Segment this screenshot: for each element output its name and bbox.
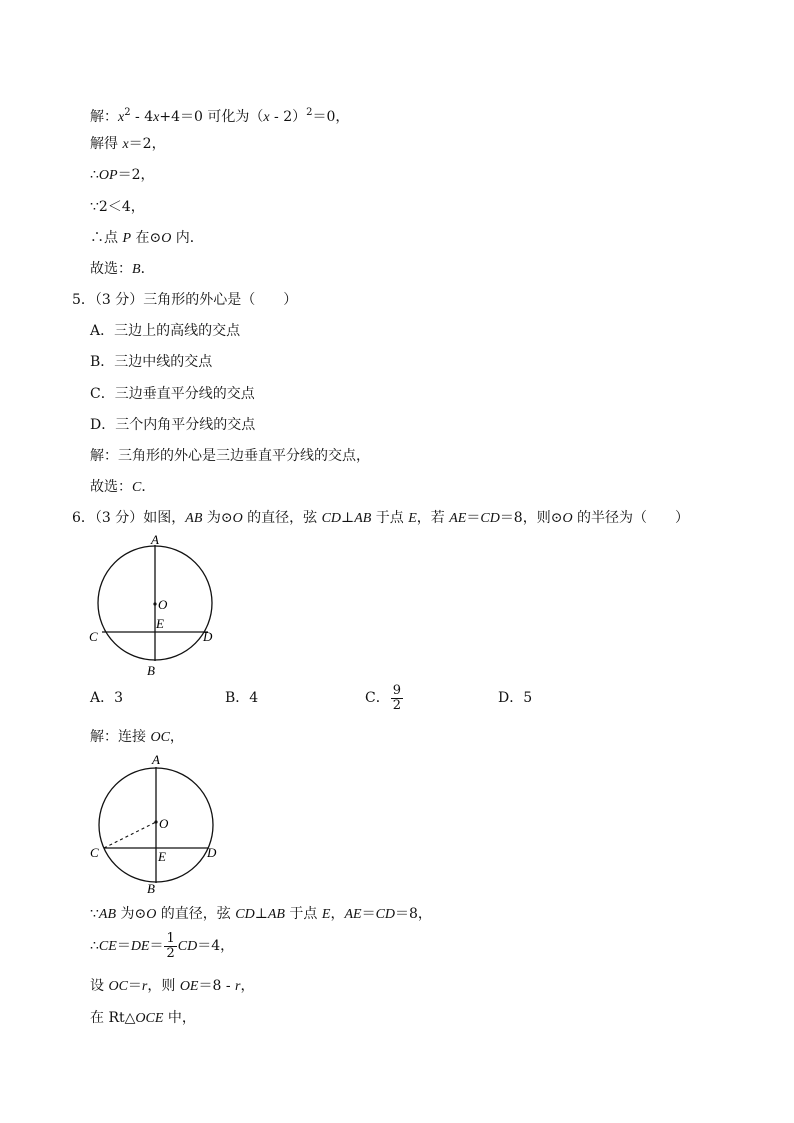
- text: ⊥: [254, 906, 268, 922]
- label-o: O: [159, 816, 169, 831]
- text: ，: [169, 729, 184, 745]
- q5-answer: [90, 478, 155, 497]
- label-c: C: [90, 845, 99, 860]
- answer-letter: B: [132, 262, 141, 277]
- q6-solution-figure: [82, 750, 232, 900]
- label-b: B: [147, 881, 155, 896]
- text: ＝0，: [312, 109, 350, 125]
- var: AB: [185, 511, 203, 526]
- numerator: 9: [392, 682, 401, 698]
- text: 于点: [284, 906, 322, 922]
- var: r: [141, 979, 148, 994]
- label-d: D: [203, 629, 213, 644]
- text: ∴: [90, 938, 99, 954]
- var: OC: [150, 730, 170, 745]
- text: - 4: [130, 109, 154, 125]
- numerator: 1: [166, 930, 175, 946]
- label-a: A: [151, 532, 159, 547]
- var: AB: [267, 907, 285, 922]
- text: 为⊙: [202, 510, 233, 526]
- text: 的直径，弦: [242, 510, 322, 526]
- var: E: [321, 907, 331, 922]
- text: ＝8，则⊙: [499, 510, 563, 526]
- text: ＝: [116, 938, 131, 954]
- var-op: OP: [98, 168, 118, 183]
- exponent: 2: [306, 107, 313, 118]
- q6-solution-line-3: [90, 930, 234, 963]
- text: ＝8，: [395, 906, 432, 922]
- var: CD: [375, 907, 396, 922]
- text: ∵: [90, 906, 99, 922]
- var: AB: [354, 511, 372, 526]
- text: ⊥: [341, 510, 355, 526]
- var: AE: [449, 511, 467, 526]
- q4-solution-line-4: ∵2＜4，: [90, 199, 145, 215]
- var: CE: [98, 939, 117, 954]
- segment-oc: [104, 822, 156, 848]
- text: 于点: [371, 510, 409, 526]
- q6-solution-line-5: [90, 1009, 196, 1028]
- text: 解：连接: [90, 729, 151, 745]
- q4-solution-line-2: [90, 135, 166, 154]
- denominator: 2: [392, 697, 401, 713]
- denominator: 2: [166, 945, 175, 961]
- var: E: [408, 511, 417, 526]
- q6-option-c: [365, 682, 404, 714]
- var: CD: [321, 511, 342, 526]
- text: 故选：: [90, 261, 132, 277]
- exponent: 2: [124, 107, 131, 118]
- text: ＝: [149, 938, 164, 954]
- var: r: [235, 979, 241, 994]
- var: AE: [344, 907, 362, 922]
- text: 的直径，弦: [156, 906, 236, 922]
- q6-stem: [72, 509, 689, 528]
- text: 在⊙: [131, 230, 162, 246]
- var: CD: [480, 511, 500, 526]
- text: ＝2，: [128, 136, 166, 152]
- label-e: E: [158, 849, 166, 864]
- var: O: [146, 907, 157, 922]
- label-d: D: [207, 845, 217, 860]
- q5-option-c: C．三边垂直平分线的交点: [90, 386, 255, 402]
- var-x: x: [263, 110, 270, 125]
- q5-option-d: D．三个内角平分线的交点: [90, 417, 256, 433]
- var: AB: [98, 907, 117, 922]
- q4-solution-line-3: [90, 166, 155, 185]
- text: 6．（3 分）如图，: [72, 510, 186, 526]
- text: 解得: [90, 136, 123, 152]
- text: 解：: [90, 109, 118, 125]
- var-p: P: [122, 231, 132, 246]
- center-point: [153, 602, 156, 605]
- text: 内．: [171, 230, 204, 246]
- var: CD: [177, 939, 198, 954]
- text: ，: [330, 906, 345, 922]
- text: ＝8 -: [198, 978, 236, 994]
- q6-solution-line-1: [90, 728, 184, 747]
- fraction: [391, 684, 403, 713]
- q4-answer: [90, 260, 155, 279]
- var: OC: [108, 979, 128, 994]
- fraction: [164, 932, 176, 961]
- text: ＝: [127, 978, 142, 994]
- var-x: x: [122, 137, 129, 152]
- text: - 2）: [269, 109, 307, 125]
- q5-option-b: B．三边中线的交点: [90, 354, 213, 370]
- text: ∴点: [90, 230, 123, 246]
- text: ＝4，: [197, 938, 235, 954]
- text: 为⊙: [116, 906, 147, 922]
- q5-solution: 解：三角形的外心是三边垂直平分线的交点，: [90, 448, 370, 464]
- label-a: A: [152, 752, 160, 767]
- label-e: E: [156, 616, 164, 631]
- var: CD: [235, 907, 255, 922]
- label-c: C: [89, 629, 98, 644]
- text: ，: [240, 978, 255, 994]
- text: 中，: [163, 1010, 196, 1026]
- label-o: O: [158, 597, 168, 612]
- text: ，则: [147, 978, 180, 994]
- text: ．: [141, 479, 156, 495]
- var-x: x: [153, 110, 160, 125]
- q6-option-b: B．4: [225, 690, 259, 706]
- text: ，若: [416, 510, 450, 526]
- q6-solution-line-4: [90, 977, 254, 996]
- text: 设: [90, 978, 109, 994]
- q4-solution-line-5: [90, 229, 204, 248]
- text: ．: [140, 261, 155, 277]
- text: ＝2，: [117, 167, 155, 183]
- center-point: [154, 820, 157, 823]
- q5-option-a: A．三边上的高线的交点: [90, 323, 241, 339]
- q6-figure: [82, 530, 232, 680]
- var: OCE: [135, 1011, 164, 1026]
- var: O: [232, 511, 243, 526]
- text: ＝: [466, 510, 481, 526]
- q5-stem: 5．（3 分）三角形的外心是（ ）: [72, 292, 298, 308]
- var-x: x: [118, 110, 125, 125]
- text: ∴: [90, 167, 99, 183]
- var: O: [562, 511, 573, 526]
- q4-solution-line-1: [90, 104, 349, 127]
- text: +4＝0 可化为（: [159, 109, 264, 125]
- var-o: O: [161, 231, 172, 246]
- var: DE: [130, 939, 150, 954]
- q6-option-d: D．5: [498, 690, 533, 706]
- label-b: B: [147, 663, 155, 678]
- text: C．: [365, 690, 390, 706]
- text: ＝: [361, 906, 376, 922]
- text: 的半径为（ ）: [572, 510, 690, 526]
- q6-solution-line-2: [90, 905, 432, 924]
- text: 故选：: [90, 479, 132, 495]
- q6-option-a: A．3: [90, 690, 124, 706]
- text: 在 Rt△: [90, 1010, 136, 1026]
- answer-letter: C: [132, 480, 142, 495]
- var: OE: [179, 979, 199, 994]
